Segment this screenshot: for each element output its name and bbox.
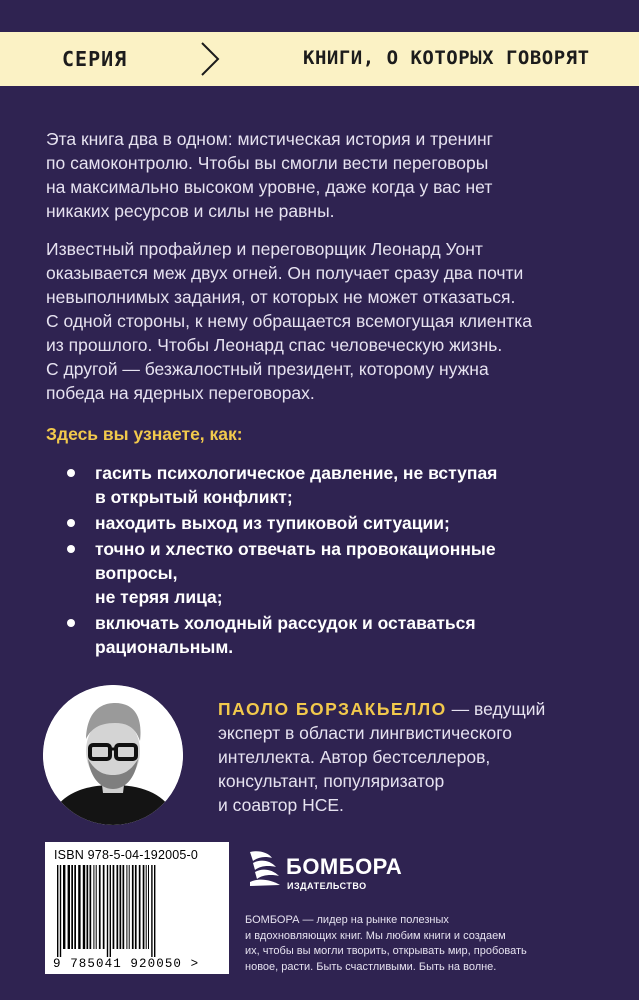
isbn-number: ISBN 978-5-04-192005-0 (54, 848, 199, 862)
list-item-line: не теряя лица; (95, 587, 223, 607)
author-bio-first-line (218, 697, 545, 721)
learn-heading: Здесь вы узнаете, как: (46, 424, 243, 444)
list-item-line: вопросы, (95, 563, 178, 583)
publisher-logo-sub: ИЗДАТЕЛЬСТВО (287, 881, 367, 891)
bombora-wave-logo-icon (248, 848, 282, 888)
author-bio-line: эксперт в области лингвистического (218, 723, 513, 743)
list-item-line: рациональным. (95, 637, 234, 657)
author-name: ПАОЛО БОРЗАКЬЕЛЛО (218, 699, 447, 719)
intro-line: по самоконтролю. Чтобы вы смогли вести переговоры (46, 153, 489, 173)
publisher-line: их, чтобы вы могли творить, открывать мир, пробовать (245, 945, 527, 957)
author-bio-line: интеллекта. Автор бестселлеров, (218, 747, 491, 767)
story-line: невыполнимых задания, от которых не может отказаться. (46, 287, 516, 307)
story-line: оказывается меж двух огней. Он получает сразу два почти (46, 263, 524, 283)
chevron-right-icon (198, 40, 222, 78)
author-portrait-drawing (43, 685, 183, 825)
author-bio-line: и соавтор НСЕ. (218, 795, 344, 815)
list-item-line: находить выход из тупиковой ситуации; (95, 513, 450, 533)
series-banner (0, 32, 639, 86)
publisher-logo-name: БОМБОРА (286, 854, 403, 879)
author-portrait (43, 685, 183, 825)
author-bio-line: консультант, популяризатор (218, 771, 445, 791)
intro-line: Эта книга два в одном: мистическая история и тренинг (46, 129, 494, 149)
list-item-line: включать холодный рассудок и оставаться (95, 613, 476, 633)
list-item-line: точно и хлестко отвечать на провокационные (95, 539, 496, 559)
publisher-description (245, 913, 527, 975)
intro-line: никаких ресурсов и силы не равны. (46, 201, 335, 221)
list-item (60, 611, 497, 659)
story-line: Известный профайлер и переговорщик Леонард Уонт (46, 239, 483, 259)
bullet-icon (67, 469, 75, 477)
story-paragraph (46, 237, 606, 405)
story-line: С другой — безжалостный президент, которому нужна (46, 359, 489, 379)
list-item-line: гасить психологическое давление, не вступая (95, 463, 498, 483)
bullet-icon (67, 619, 75, 627)
story-line: из прошлого. Чтобы Леонард спас человеческую жизнь. (46, 335, 503, 355)
bullet-icon (67, 545, 75, 553)
story-line: С одной стороны, к нему обращается всемогущая клиентка (46, 311, 532, 331)
bullet-icon (67, 519, 75, 527)
learn-list (60, 461, 497, 661)
list-item (60, 461, 497, 509)
list-item (60, 511, 497, 535)
barcode-digits: 9 785041 920050 > (53, 957, 200, 971)
publisher-line: и вдохновляющих книг. Мы любим книги и создаем (245, 929, 506, 942)
author-bio (218, 697, 545, 817)
list-item-line: в открытый конфликт; (95, 487, 293, 507)
publisher-line: новое, расти. Быть счастливыми. Быть на волне. (245, 960, 497, 973)
series-label: СЕРИЯ (62, 47, 128, 71)
author-bio-first: — ведущий (446, 699, 546, 719)
intro-paragraph (46, 127, 606, 223)
series-title: КНИГИ, О КОТОРЫХ ГОВОРЯТ (303, 47, 590, 69)
publisher-line: БОМБОРА — лидер на рынке полезных (245, 914, 449, 926)
isbn-barcode (45, 842, 229, 974)
intro-line: на максимально высоком уровне, даже когда у вас нет (46, 177, 493, 197)
barcode-icon (53, 865, 221, 957)
story-line: победа на ядерных переговорах. (46, 383, 315, 403)
list-item (60, 537, 497, 609)
